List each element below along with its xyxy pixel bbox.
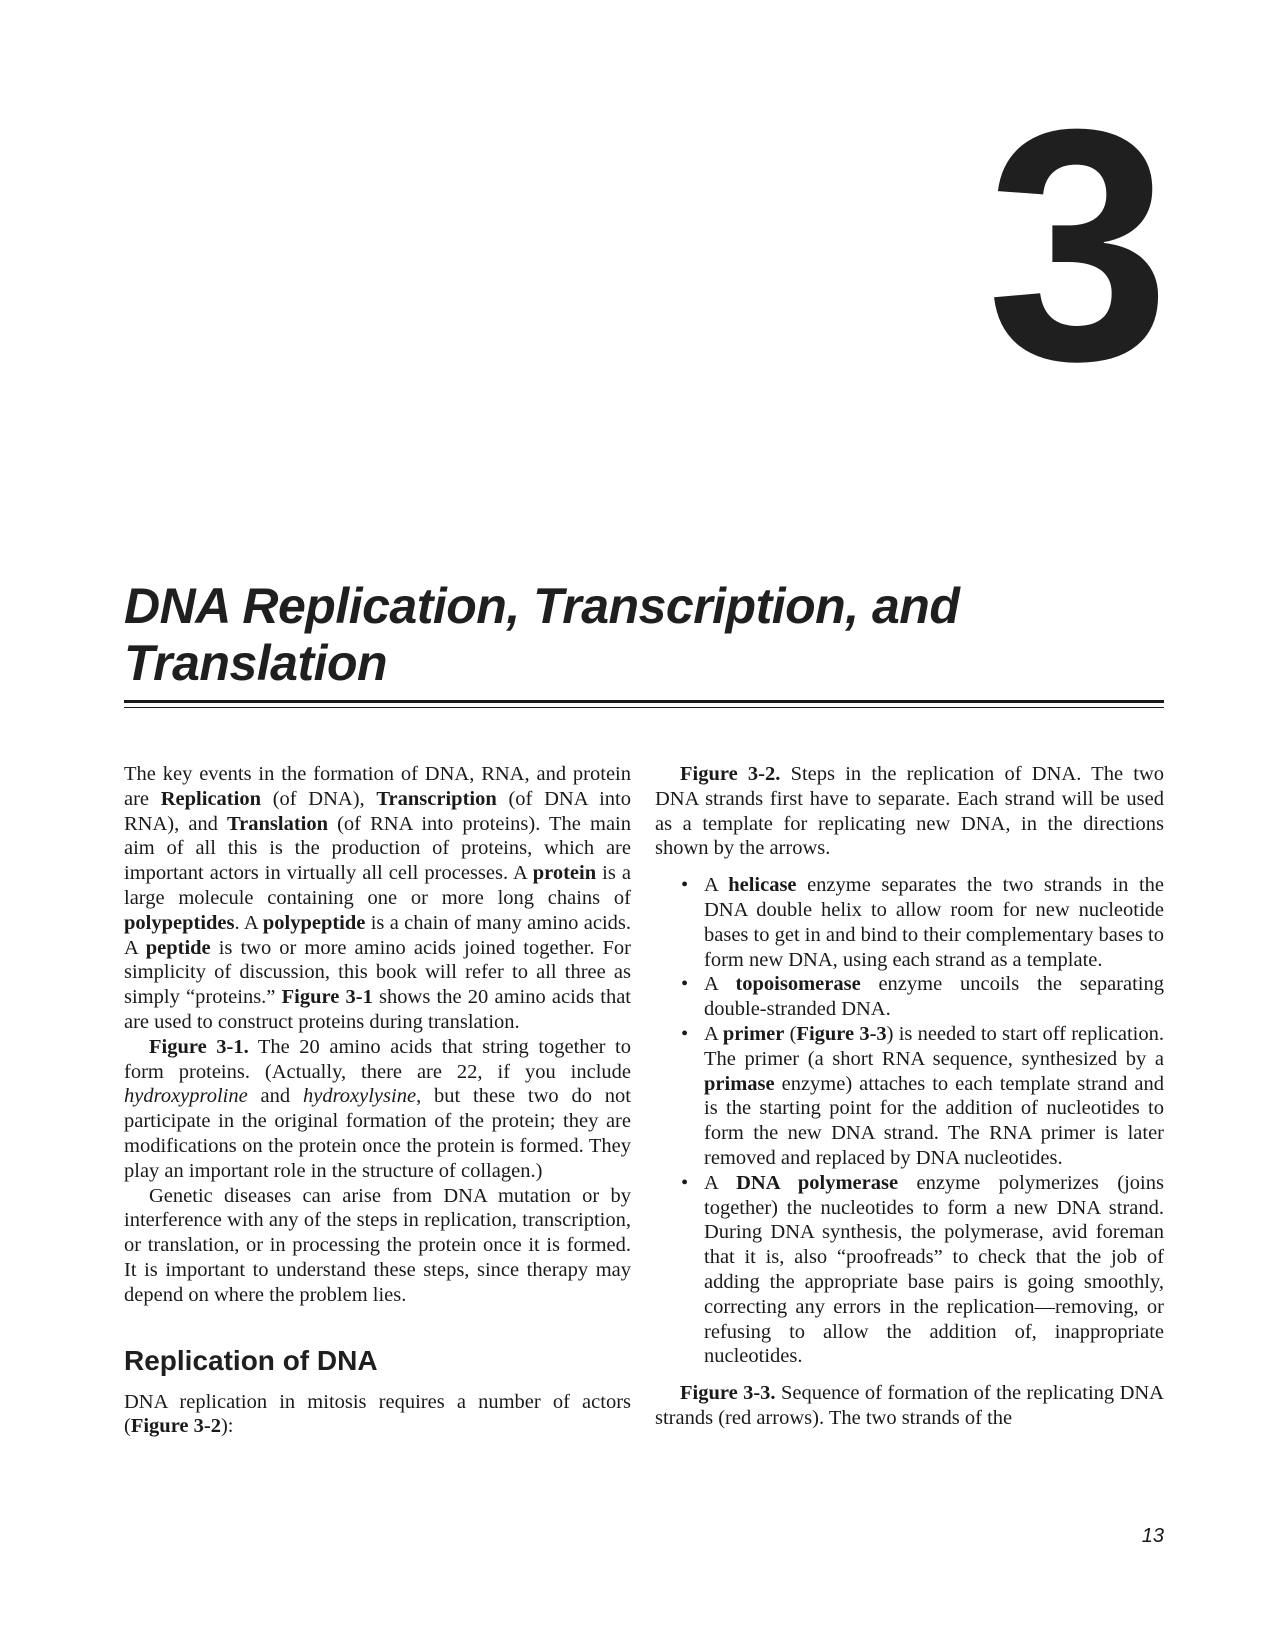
figure-label: Figure 3-3.	[680, 1382, 776, 1405]
figure-3-3-caption: Figure 3-3. Sequence of formation of the replicating DNA strands (red arrows). The two strands of the	[655, 1382, 1164, 1429]
chapter-title: DNA Replication, Transcription, and Translation	[124, 578, 960, 691]
bullet-icon: •	[681, 874, 689, 897]
figure-label: Figure 3-2.	[680, 763, 781, 785]
list-item-primer: • A primer (Figure 3-3) is needed to start off replication. The primer (a short RNA sequence, synthesized by a primase enzyme) attaches to each template strand and is the starting point for the addition of nucleotides to form the new DNA strand. The RNA primer is later removed and replaced by DNA nucleotides.	[681, 1022, 1164, 1169]
term-helicase: helicase	[728, 874, 797, 897]
term-peptide: peptide	[145, 936, 211, 959]
title-rule-thick	[124, 700, 1164, 703]
term-hydroxyproline: hydroxyproline	[124, 1085, 248, 1108]
genetic-diseases-paragraph: Genetic diseases can arise from DNA mutation or by interference with any of the steps in replication, transcription, or translation, or in processing the protein once it is formed. It is important to understand these steps, since therapy may depend on where the problem lies.	[124, 1184, 631, 1306]
figure-label: Figure 3-1.	[149, 1035, 249, 1058]
term-translation: Translation	[227, 812, 329, 835]
right-column	[655, 762, 1164, 1431]
left-column	[124, 762, 631, 1439]
chapter-number: 3	[986, 60, 1164, 429]
figure-reference: Figure 3-1	[281, 986, 373, 1009]
list-item-topoisomerase: • A topoisomerase enzyme uncoils the separating double-stranded DNA.	[681, 973, 1164, 1021]
term-primase: primase	[704, 1072, 775, 1095]
bullet-icon: •	[681, 973, 689, 996]
term-protein: protein	[532, 862, 597, 885]
replication-actors-list	[655, 873, 1164, 1369]
bullet-icon: •	[681, 1171, 689, 1194]
figure-reference: Figure 3-2	[130, 1415, 221, 1438]
term-dna-polymerase: DNA polymerase	[736, 1171, 899, 1194]
section-heading: Replication of DNA	[124, 1344, 378, 1376]
title-rule-thin	[124, 707, 1164, 708]
term-polypeptides: polypeptides	[124, 911, 235, 934]
replication-intro-paragraph: DNA replication in mitosis requires a number of actors (Figure 3-2):	[124, 1390, 631, 1438]
term-transcription: Transcription	[376, 787, 497, 810]
figure-3-2-caption: Figure 3-2. Steps in the replication of DNA. The two DNA strands first have to separate. Each strand will be used as a template for replicating new DNA, in the directions shown by the arrows.	[655, 763, 1165, 860]
list-item-dna-polymerase: • A DNA polymerase enzyme polymerizes (joins together) the nucleotides to form a new DNA strand. During DNA synthesis, the polymerase, avid foreman that it is, also “proofreads” to check that the job of adding the appropriate base pairs is going smoothly, correcting any errors in the replication—removing, or refusing to allow the addition of, inappropriate nucleotides.	[681, 1171, 1164, 1368]
figure-reference: Figure 3-3	[796, 1022, 887, 1045]
list-item-helicase: • A helicase enzyme separates the two strands in the DNA double helix to allow room for new nucleotide bases to get in and bind to their complementary bases to form new DNA, using each strand as a template.	[681, 874, 1164, 971]
intro-paragraph: The key events in the formation of DNA, RNA, and protein are Replication (of DNA), Transcription (of DNA into RNA), and Translation (of RNA into proteins). The main aim of all this is the production of proteins, which are important actors in virtually all cell processes. A protein is a large molecule containing one or more long chains of polypeptides. A polypeptide is a chain of many amino acids. A peptide is two or more amino acids joined together. For simplicity of discussion, this book will refer to all three as simply “proteins.” Figure 3-1 shows the 20 amino acids that are used to construct proteins during translation.	[124, 763, 631, 1033]
term-replication: Replication	[160, 787, 261, 810]
term-polypeptide: polypeptide	[262, 911, 366, 934]
page-number: 13	[1141, 1525, 1164, 1547]
term-topoisomerase: topoisomerase	[735, 973, 861, 996]
term-primer: primer	[722, 1022, 785, 1045]
bullet-icon: •	[681, 1022, 689, 1045]
term-hydroxylysine: hydroxylysine	[302, 1085, 417, 1108]
figure-3-1-caption: Figure 3-1. The 20 amino acids that string together to form proteins. (Actually, there are 22, if you include hydroxyproline and hydroxylysine, but these two do not participate in the original formation of the protein; they are modifications on the protein once the protein is formed. They play an important role in the structure of collagen.)	[124, 1035, 632, 1182]
